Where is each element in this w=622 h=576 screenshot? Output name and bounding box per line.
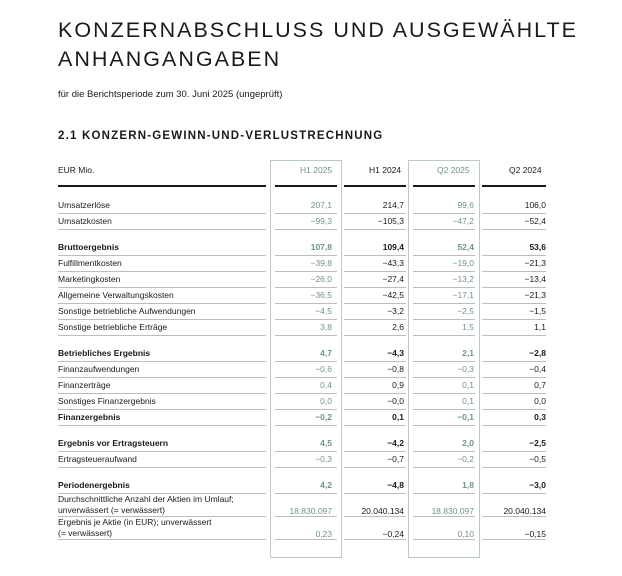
row-divider	[58, 335, 266, 336]
cell-q2-2025: −2,5	[457, 306, 474, 316]
cell-h1-2024: −4,3	[387, 348, 404, 358]
cell-h1-2024: 0,9	[392, 380, 404, 390]
row-divider	[344, 467, 406, 468]
table-row	[58, 394, 546, 410]
cell-h1-2025: −0,2	[315, 412, 332, 422]
header-rule	[413, 185, 475, 187]
row-divider	[344, 229, 406, 230]
row-label: Sonstige betriebliche Erträge	[58, 322, 168, 332]
cell-h1-2025: 4,5	[320, 438, 332, 448]
cell-q2-2025: −13,2	[452, 274, 474, 284]
cell-h1-2024: −0,24	[382, 529, 404, 539]
cell-h1-2024: −4,8	[387, 480, 404, 490]
cell-q2-2024: 20.040.134	[503, 506, 546, 516]
row-label: Finanzaufwendungen	[58, 364, 140, 374]
cell-q2-2024: −2,8	[529, 348, 546, 358]
row-divider	[413, 539, 475, 540]
cell-q2-2025: −0,1	[457, 412, 474, 422]
cell-h1-2025: 18.830.097	[289, 506, 332, 516]
cell-q2-2024: −21,3	[524, 258, 546, 268]
cell-q2-2025: 1,8	[462, 480, 474, 490]
table-row	[58, 214, 546, 230]
table-row	[58, 452, 546, 468]
row-divider	[275, 425, 337, 426]
table-row	[58, 320, 546, 336]
cell-q2-2025: −0,3	[457, 364, 474, 374]
cell-h1-2024: −42,5	[382, 290, 404, 300]
column-header-h1-2025: H1 2025	[300, 165, 333, 175]
cell-h1-2024: −0,7	[387, 454, 404, 464]
cell-q2-2024: 1,1	[534, 322, 546, 332]
row-divider	[344, 335, 406, 336]
cell-h1-2024: −105,3	[377, 216, 404, 226]
cell-h1-2025: 0,23	[315, 529, 332, 539]
cell-q2-2024: 0,3	[534, 412, 546, 422]
table-row	[58, 256, 546, 272]
row-label: Ertragsteueraufwand	[58, 454, 137, 464]
cell-q2-2024: 106,0	[524, 200, 546, 210]
title-line-2: ANHANGANGABEN	[58, 47, 282, 71]
cell-q2-2024: −52,4	[524, 216, 546, 226]
row-divider	[275, 539, 337, 540]
row-label: Bruttoergebnis	[58, 242, 119, 252]
cell-h1-2025: 4,7	[320, 348, 332, 358]
row-divider	[482, 539, 546, 540]
header-rule	[482, 185, 546, 187]
cell-q2-2025: 18.830.097	[431, 506, 474, 516]
cell-h1-2024: −0,0	[387, 396, 404, 406]
table-row	[58, 378, 546, 394]
table-row	[58, 272, 546, 288]
cell-q2-2025: −19,0	[452, 258, 474, 268]
cell-q2-2024: −21,3	[524, 290, 546, 300]
title-line-1: KONZERNABSCHLUSS UND AUSGEWÄHLTE	[58, 18, 578, 42]
cell-q2-2025: 0,1	[462, 396, 474, 406]
cell-q2-2024: −0,5	[529, 454, 546, 464]
cell-q2-2025: 0,10	[457, 529, 474, 539]
header-rule	[58, 185, 266, 187]
cell-h1-2024: −27,4	[382, 274, 404, 284]
cell-q2-2024: −0,4	[529, 364, 546, 374]
cell-q2-2025: 99,6	[457, 200, 474, 210]
unit-label: EUR Mio.	[58, 165, 95, 175]
row-divider	[344, 425, 406, 426]
cell-q2-2024: 53,6	[529, 242, 546, 252]
row-divider	[58, 539, 266, 540]
cell-q2-2025: −17,1	[452, 290, 474, 300]
cell-h1-2024: 109,4	[382, 242, 404, 252]
cell-q2-2025: 52,4	[457, 242, 474, 252]
table-row	[58, 346, 546, 362]
row-label: Umsatzkosten	[58, 216, 112, 226]
cell-h1-2025: −36,5	[310, 290, 332, 300]
cell-h1-2025: 107,8	[310, 242, 332, 252]
row-divider	[58, 229, 266, 230]
cell-h1-2024: 2,6	[392, 322, 404, 332]
table-row	[58, 288, 546, 304]
row-label: Finanzerträge	[58, 380, 111, 390]
cell-h1-2025: −4,5	[315, 306, 332, 316]
table-row	[58, 410, 546, 426]
row-divider	[413, 335, 475, 336]
header-rule	[275, 185, 337, 187]
cell-q2-2024: −0,15	[524, 529, 546, 539]
column-header-h1-2024: H1 2024	[369, 165, 402, 175]
row-divider	[58, 425, 266, 426]
cell-h1-2024: −0,8	[387, 364, 404, 374]
table-row	[58, 517, 546, 540]
row-label: Marketingkosten	[58, 274, 121, 284]
cell-q2-2024: 0,0	[534, 396, 546, 406]
cell-h1-2024: −43,3	[382, 258, 404, 268]
row-label: Allgemeine Verwaltungskosten	[58, 290, 174, 300]
cell-h1-2025: −0,6	[315, 364, 332, 374]
subtitle: für die Berichtsperiode zum 30. Juni 2025 (ungeprüft)	[58, 89, 283, 100]
row-divider	[275, 229, 337, 230]
cell-q2-2024: 0,7	[534, 380, 546, 390]
cell-h1-2025: −26,0	[310, 274, 332, 284]
cell-q2-2025: 2,1	[462, 348, 474, 358]
row-label: Ergebnis vor Ertragsteuern	[58, 438, 169, 448]
cell-h1-2025: 0,0	[320, 396, 332, 406]
row-label: Sonstige betriebliche Aufwendungen	[58, 306, 196, 316]
cell-h1-2025: −0,3	[315, 454, 332, 464]
table-row	[58, 436, 546, 452]
column-header-q2-2024: Q2 2024	[509, 165, 542, 175]
cell-h1-2024: 20.040.134	[361, 506, 404, 516]
table-row	[58, 362, 546, 378]
cell-h1-2025: 0,4	[320, 380, 332, 390]
table-row	[58, 240, 546, 256]
table-row	[58, 304, 546, 320]
cell-h1-2025: 207,1	[310, 200, 332, 210]
table-row	[58, 478, 546, 494]
cell-h1-2025: −39,8	[310, 258, 332, 268]
cell-q2-2025: 1,5	[462, 322, 474, 332]
row-label: Ergebnis je Aktie (in EUR); unverwässert (= verwässert)	[58, 517, 212, 538]
cell-h1-2024: −4,2	[387, 438, 404, 448]
column-header-q2-2025: Q2 2025	[437, 165, 470, 175]
row-divider	[275, 467, 337, 468]
table-row	[58, 198, 546, 214]
row-divider	[413, 425, 475, 426]
cell-q2-2025: −47,2	[452, 216, 474, 226]
row-label: Sonstiges Finanzergebnis	[58, 396, 156, 406]
cell-h1-2024: 0,1	[392, 412, 404, 422]
header-rule	[344, 185, 406, 187]
cell-h1-2024: −3,2	[387, 306, 404, 316]
row-divider	[275, 335, 337, 336]
row-divider	[344, 539, 406, 540]
cell-h1-2025: −99,3	[310, 216, 332, 226]
row-label: Durchschnittliche Anzahl der Aktien im Umlauf; unverwässert (= verwässert)	[58, 494, 234, 515]
row-divider	[482, 229, 546, 230]
row-divider	[413, 229, 475, 230]
cell-h1-2024: 214,7	[382, 200, 404, 210]
section-title: 2.1 KONZERN-GEWINN-UND-VERLUSTRECHNUNG	[58, 130, 384, 142]
cell-q2-2024: −1,5	[529, 306, 546, 316]
cell-q2-2025: 0,1	[462, 380, 474, 390]
row-label: Betriebliches Ergebnis	[58, 348, 151, 358]
cell-h1-2025: 4,2	[320, 480, 332, 490]
page-title	[58, 16, 578, 74]
row-divider	[482, 335, 546, 336]
row-divider	[482, 467, 546, 468]
cell-q2-2024: −2,5	[529, 438, 546, 448]
row-label: Umsatzerlöse	[58, 200, 110, 210]
cell-q2-2024: −3,0	[529, 480, 546, 490]
row-divider	[482, 425, 546, 426]
cell-q2-2024: −13,4	[524, 274, 546, 284]
row-label: Periodenergebnis	[58, 480, 130, 490]
row-label: Fulfillmentkosten	[58, 258, 122, 268]
cell-q2-2025: 2,0	[462, 438, 474, 448]
cell-h1-2025: 3,8	[320, 322, 332, 332]
row-divider	[58, 467, 266, 468]
row-label: Finanzergebnis	[58, 412, 121, 422]
cell-q2-2025: −0,2	[457, 454, 474, 464]
table-row	[58, 494, 546, 517]
row-divider	[413, 467, 475, 468]
